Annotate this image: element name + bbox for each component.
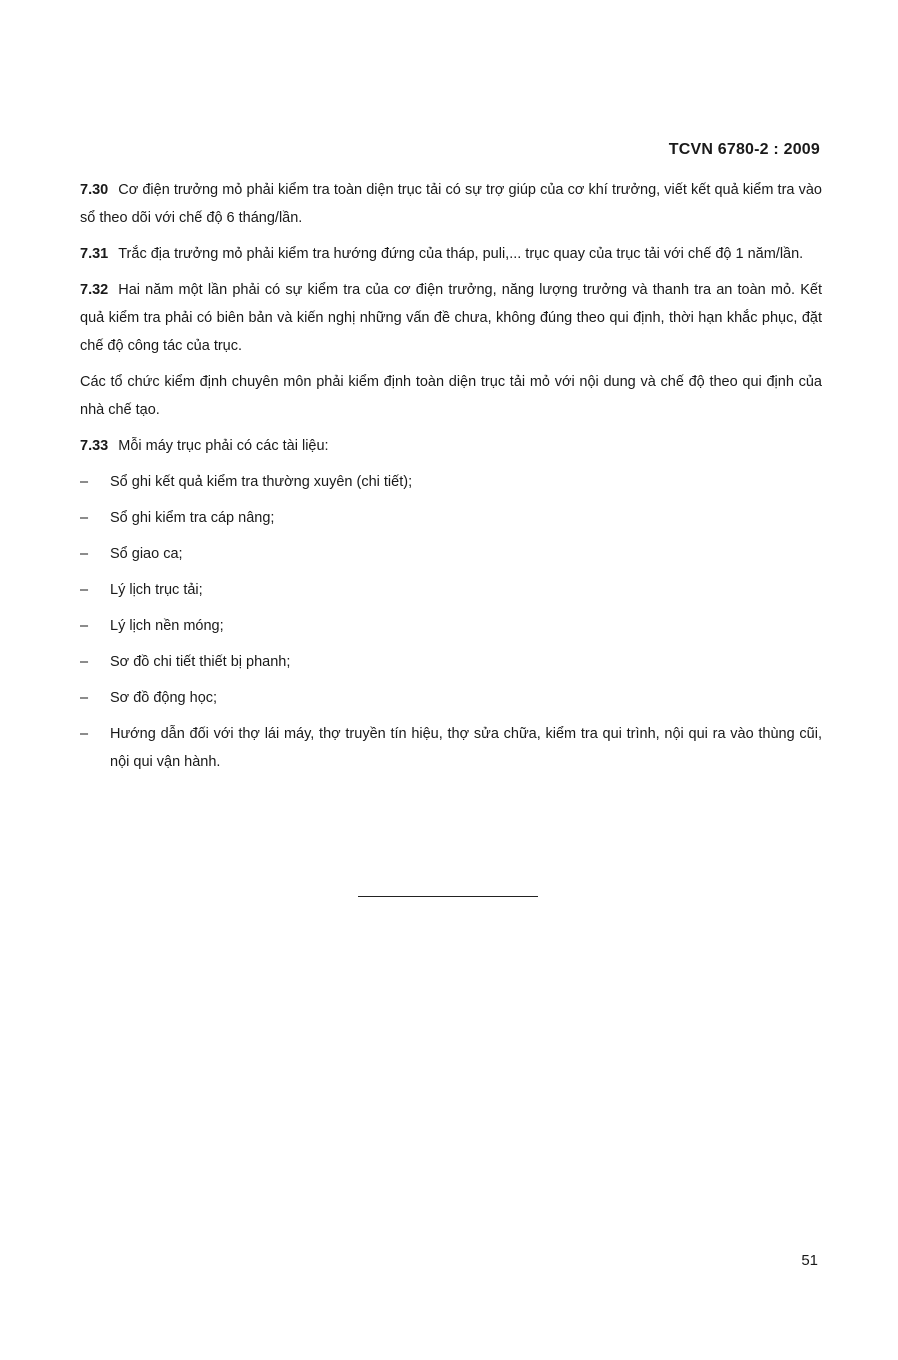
dash-bullet: – [80, 582, 89, 598]
list-item-text: Sổ giao ca; [110, 546, 183, 562]
clause-text: Cơ điện trưởng mỏ phải kiểm tra toàn diện trục tải có sự trợ giúp của cơ khí trưởng, viết kết quả kiểm tra vào sổ theo dõi với chế độ 6 tháng/lần. [80, 182, 822, 226]
dash-bullet: – [80, 726, 89, 742]
dash-bullet: – [80, 618, 89, 634]
list-item-text: Sơ đồ động học; [110, 690, 218, 706]
clause-text: Mỗi máy trục phải có các tài liệu: [118, 438, 329, 454]
clause-7-32 [80, 276, 822, 360]
list-item [80, 612, 822, 640]
dash-bullet: – [80, 654, 89, 670]
clause-number: 7.31 [80, 246, 109, 262]
clause-text: Trắc địa trưởng mỏ phải kiểm tra hướng đứng của tháp, puli,... trục quay của trục tải với chế độ 1 năm/lần. [118, 246, 804, 262]
list-item [80, 468, 822, 496]
list-item-text: Hướng dẫn đối với thợ lái máy, thợ truyền tín hiệu, thợ sửa chữa, kiểm tra qui trình, nội qui ra vào thùng cũi, nội qui vận hành. [110, 726, 822, 770]
end-of-section-rule [358, 896, 538, 897]
list-item-text: Lý lịch nền móng; [110, 618, 224, 634]
clause-number: 7.30 [80, 182, 109, 198]
dash-bullet: – [80, 690, 89, 706]
clause-number: 7.32 [80, 282, 109, 298]
list-item [80, 684, 822, 712]
list-item [80, 540, 822, 568]
list-item [80, 504, 822, 532]
list-item [80, 576, 822, 604]
list-item-text: Lý lịch trục tải; [110, 582, 203, 598]
page-content [80, 176, 822, 784]
list-item [80, 720, 822, 776]
list-item-text: Sổ ghi kiểm tra cáp nâng; [110, 510, 275, 526]
list-item [80, 648, 822, 676]
clause-7-33 [80, 432, 822, 460]
clause-7-31 [80, 240, 822, 268]
dash-bullet: – [80, 546, 89, 562]
clause-7-30 [80, 176, 822, 232]
dash-bullet: – [80, 510, 89, 526]
dash-bullet: – [80, 474, 89, 490]
list-item-text: Sơ đồ chi tiết thiết bị phanh; [110, 654, 291, 670]
clause-text: Hai năm một lần phải có sự kiểm tra của cơ điện trưởng, năng lượng trưởng và thanh tra an toàn mỏ. Kết quả kiểm tra phải có biên bản và kiến nghị những vấn đề chưa, không đúng theo qui định, thời hạn khắc phục, đặt chế độ công tác của trục. [80, 282, 822, 354]
page-number: 51 [801, 1252, 818, 1269]
clause-number: 7.33 [80, 438, 109, 454]
inspection-paragraph: Các tổ chức kiểm định chuyên môn phải kiểm định toàn diện trục tải mỏ với nội dung và chế độ theo qui định của nhà chế tạo. [80, 374, 822, 418]
document-list [80, 468, 822, 776]
list-item-text: Sổ ghi kết quả kiểm tra thường xuyên (chi tiết); [110, 474, 413, 490]
standard-code-header: TCVN 6780-2 : 2009 [668, 141, 820, 158]
